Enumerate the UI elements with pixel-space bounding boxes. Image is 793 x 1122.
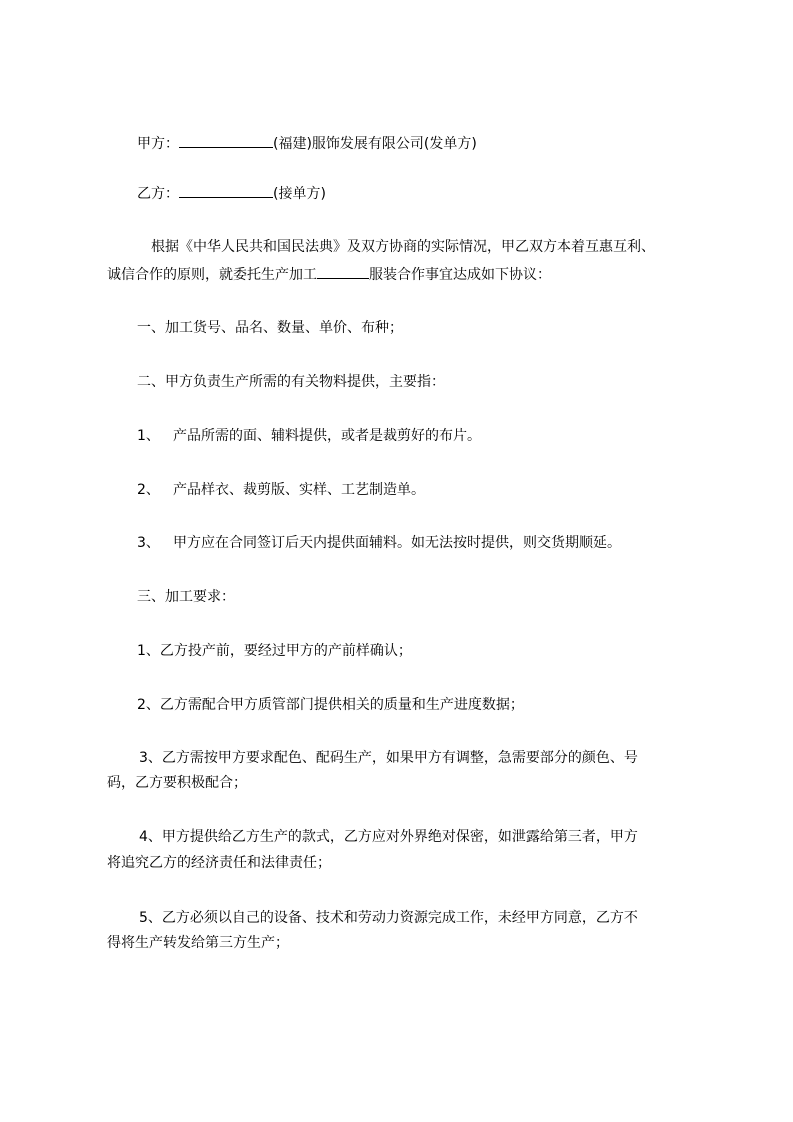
party-a-label: 甲方： xyxy=(137,136,179,152)
section-2-item-3-text: 甲方应在合同签订后天内提供面辅料。如无法按时提供，则交货期顺延。 xyxy=(173,535,621,551)
section-3-requirement-2: 2、乙方需配合甲方质管部门提供相关的质量和生产进度数据； xyxy=(137,697,524,713)
section-2-item-1-number: 1、 xyxy=(137,428,160,444)
section-3-requirement-5-line-2: 得将生产转发给第三方生产； xyxy=(107,935,289,951)
section-3-requirement-1: 1、乙方投产前，要经过甲方的产前样确认； xyxy=(137,643,412,659)
preamble-line-2 xyxy=(107,264,551,285)
section-3-requirement-3-line-1: 3、乙方需按甲方要求配色、配码生产，如果甲方有调整，急需要部分的颜色、号 xyxy=(139,750,638,766)
party-b-name-suffix: (接单方) xyxy=(273,186,326,202)
party-a-line xyxy=(137,133,477,154)
preamble-line-2-before: 诚信合作的原则，就委托生产加工 xyxy=(107,267,317,283)
party-a-name-suffix: (福建)服饰发展有限公司(发单方) xyxy=(273,136,477,152)
preamble-line-2-after: 服装合作事宜达成如下协议： xyxy=(369,267,551,283)
section-3-requirement-4-line-1: 4、甲方提供给乙方生产的款式，乙方应对外界绝对保密，如泄露给第三者，甲方 xyxy=(139,829,638,845)
party-b-line xyxy=(137,183,326,204)
preamble-blank xyxy=(317,264,369,279)
section-2-item-3 xyxy=(137,533,621,553)
preamble-line-1: 根据《中华人民共和国民法典》及双方协商的实际情况，甲乙双方本着互惠互利、 xyxy=(151,239,655,255)
section-2-item-2-text: 产品样衣、裁剪版、实样、工艺制造单。 xyxy=(173,482,425,498)
section-2-heading: 二、甲方负责生产所需的有关物料提供，主要指： xyxy=(137,374,445,390)
section-3-heading: 三、加工要求： xyxy=(137,589,235,605)
section-2-item-1-text: 产品所需的面、辅料提供，或者是裁剪好的布片。 xyxy=(173,428,481,444)
section-3-requirement-5-line-1: 5、乙方必须以自己的设备、技术和劳动力资源完成工作，未经甲方同意，乙方不 xyxy=(139,910,638,926)
section-2-item-2-number: 2、 xyxy=(137,482,160,498)
party-a-name-blank xyxy=(179,133,273,148)
party-b-name-blank xyxy=(179,183,273,198)
party-b-label: 乙方： xyxy=(137,186,179,202)
section-2-item-1 xyxy=(137,426,481,446)
section-2-item-3-number: 3、 xyxy=(137,535,160,551)
section-3-requirement-3-line-2: 码，乙方要积极配合； xyxy=(107,775,247,791)
section-3-requirement-4-line-2: 将追究乙方的经济责任和法律责任； xyxy=(107,855,331,871)
section-1: 一、加工货号、品名、数量、单价、布种； xyxy=(137,320,403,336)
section-2-item-2 xyxy=(137,480,425,500)
